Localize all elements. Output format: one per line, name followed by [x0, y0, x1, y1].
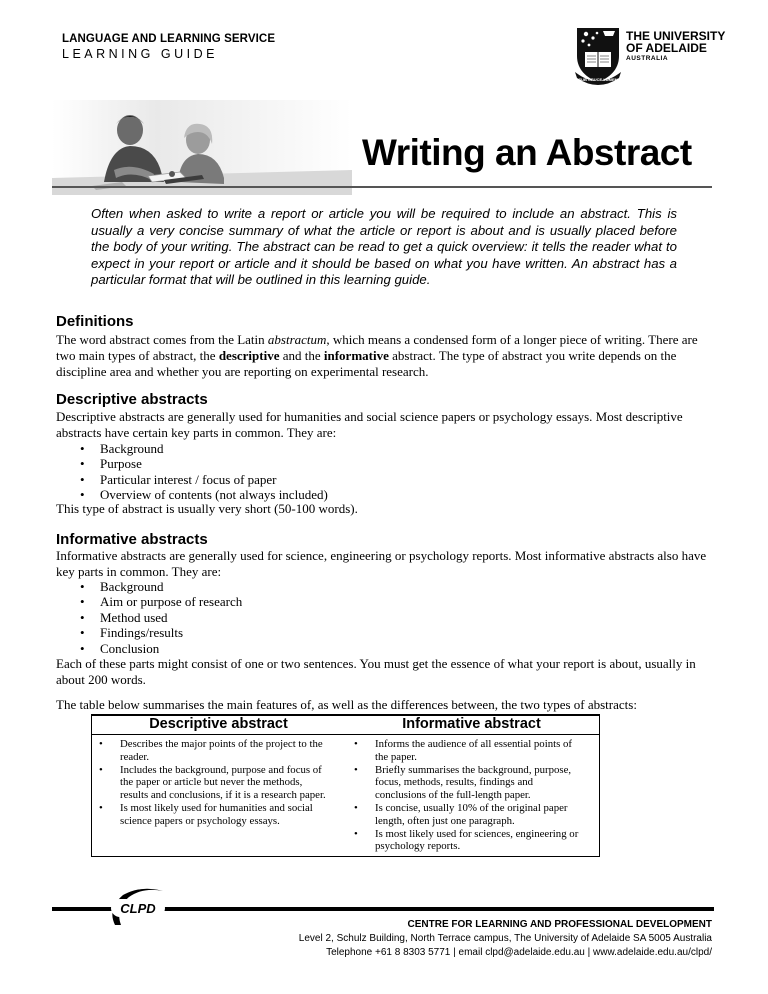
list-item: • Findings/results — [56, 625, 242, 640]
footer-contact: Telephone +61 8 8303 5771 | email clpd@adelaide.edu.au | www.adelaide.edu.au/clpd/ — [326, 947, 712, 958]
table-header-divider — [92, 734, 599, 735]
table-header-informative: Informative abstract — [402, 716, 541, 732]
definitions-text-2: , which means a condensed form of a longer piece of writing. There are two main types of abstract, the — [56, 332, 698, 363]
table-header-descriptive: Descriptive abstract — [149, 716, 288, 732]
table-cell-item: • Is most likely used for sciences, engineering or psychology reports. — [347, 828, 583, 854]
clpd-logo-text: CLPD — [120, 901, 156, 916]
table-cell-item: • Is most likely used for humanities and social science papers or psychology essays. — [92, 802, 328, 828]
list-item: • Background — [56, 579, 242, 594]
students-studying-illustration — [52, 100, 352, 195]
list-item: • Purpose — [56, 456, 328, 471]
informative-intro: Informative abstracts are generally used for science, engineering or psychology reports. Most informative abstracts also have key parts in common. They are: — [56, 548, 707, 579]
descriptive-heading: Descriptive abstracts — [56, 391, 208, 408]
table-cell-item: • Is concise, usually 10% of the original paper length, often just one paragraph. — [347, 802, 583, 828]
term-abstractum: abstractum — [267, 332, 327, 347]
informative-list — [56, 579, 242, 656]
university-crest-icon — [573, 26, 623, 86]
definitions-text-4: abstract. The type of abstract you write depends on the discipline area and whether you are reporting on experimental research. — [56, 348, 677, 379]
table-cell-item: • Describes the major points of the project to the reader. — [92, 738, 328, 764]
term-descriptive: descriptive — [218, 348, 280, 363]
list-item: • Conclusion — [56, 641, 242, 656]
descriptive-column — [92, 738, 328, 828]
table-intro: The table below summarises the main features of, as well as the differences between, the two types of abstracts: — [56, 697, 637, 712]
clpd-logo-icon — [103, 885, 173, 933]
table-header-row — [92, 714, 599, 734]
university-name-line1: THE UNIVERSITY — [626, 29, 726, 43]
definitions-text-1: The word abstract comes from the Latin — [56, 332, 268, 347]
list-item: • Overview of contents (not always included) — [56, 487, 328, 502]
list-item: • Particular interest / focus of paper — [56, 472, 328, 487]
university-name-line2: OF ADELAIDE — [626, 41, 707, 55]
definitions-paragraph — [56, 332, 716, 380]
footer-centre-name: CENTRE FOR LEARNING AND PROFESSIONAL DEVELOPMENT — [407, 919, 712, 930]
list-item: • Aim or purpose of research — [56, 594, 242, 609]
table-cell-item: • Informs the audience of all essential points of the paper. — [347, 738, 583, 764]
service-name: LANGUAGE AND LEARNING SERVICE — [62, 33, 276, 45]
table-cell-item: • Briefly summarises the background, purpose, focus, methods, results, findings and conclusions of the full-length paper. — [347, 764, 583, 802]
descriptive-list — [56, 441, 328, 503]
title-divider — [52, 186, 712, 188]
learning-guide-label: LEARNING GUIDE — [62, 47, 218, 61]
informative-heading: Informative abstracts — [56, 531, 208, 548]
page-title: Writing an Abstract — [362, 132, 692, 173]
list-item: • Background — [56, 441, 328, 456]
descriptive-outro: This type of abstract is usually very short (50-100 words). — [56, 501, 358, 516]
intro-paragraph: Often when asked to write a report or article you will be required to include an abstract. This is usually a very concise summary of what the article or report is about and is usually placed before the body of your writing. The abstract can be read to get a quick overview: it tells the reader what to expect in your report or article and it should be based on what you have written. An abstract has a particular format that will be outlined in this learning guide. — [91, 206, 677, 288]
comparison-table — [91, 714, 600, 857]
table-cell-item: • Includes the background, purpose and focus of the paper or article but never the methods, results and conclusions, if it is a research paper. — [92, 764, 328, 802]
definitions-heading: Definitions — [56, 313, 134, 330]
footer-address: Level 2, Schulz Building, North Terrace campus, The University of Adelaide SA 5005 Australia — [298, 933, 712, 944]
term-informative: informative — [323, 348, 389, 363]
definitions-text-3: and the — [279, 348, 324, 363]
list-item: • Method used — [56, 610, 242, 625]
descriptive-intro: Descriptive abstracts are generally used for humanities and social science papers or psychology essays. Most descriptive abstracts have certain key parts in common. They are: — [56, 409, 683, 440]
informative-column — [347, 738, 583, 853]
informative-outro: Each of these parts might consist of one or two sentences. You must get the essence of what your report is about, usually in about 200 words. — [56, 656, 696, 687]
crest-motto: SUB CRUCE LUMEN — [578, 77, 618, 82]
university-country: AUSTRALIA — [626, 55, 669, 62]
